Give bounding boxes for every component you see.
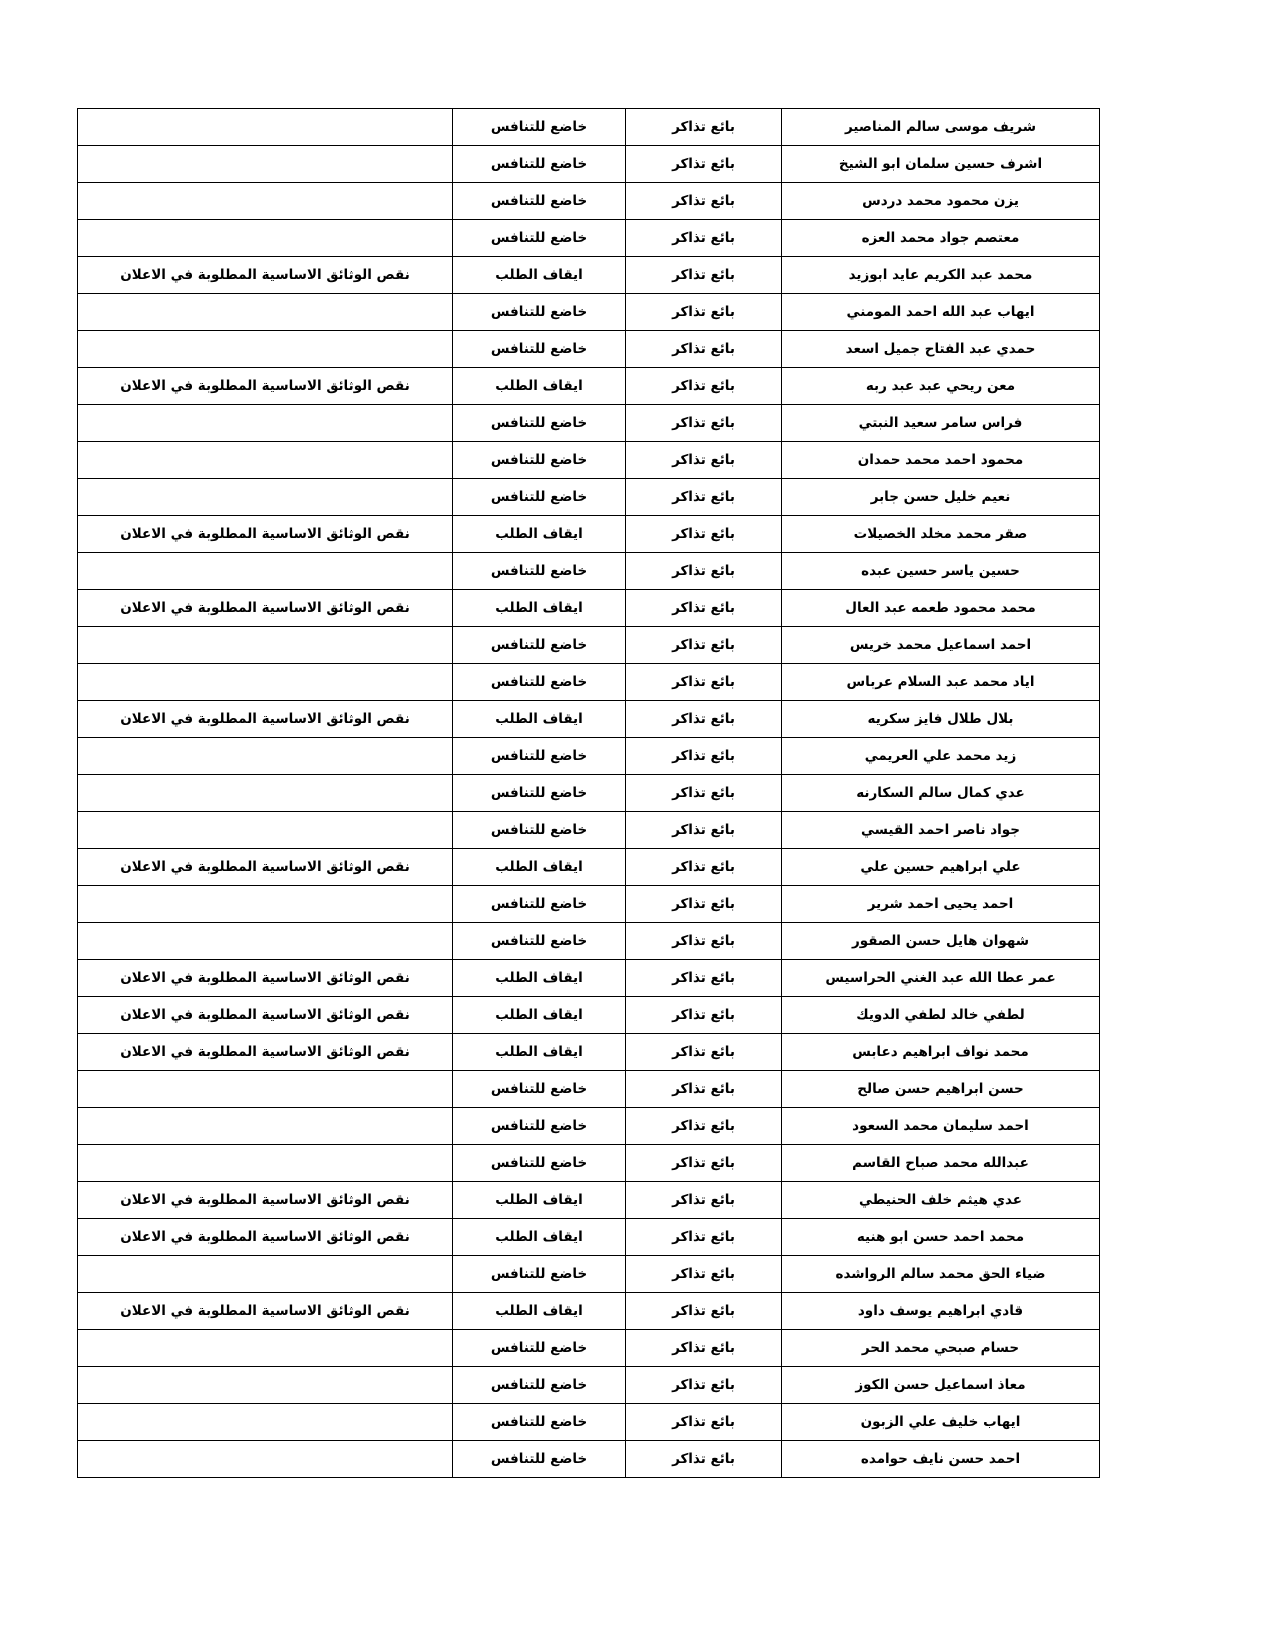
cell-job: بائع تذاكر <box>626 923 782 960</box>
table-row <box>78 146 1100 183</box>
table-row <box>78 886 1100 923</box>
cell-note <box>78 1145 453 1182</box>
cell-status: خاضع للتنافس <box>453 1108 626 1145</box>
cell-note <box>78 627 453 664</box>
table-row <box>78 553 1100 590</box>
table-row <box>78 849 1100 886</box>
cell-job: بائع تذاكر <box>626 553 782 590</box>
cell-name: جواد ناصر احمد القيسي <box>782 812 1100 849</box>
cell-note: نقص الوثائق الاساسية المطلوبة في الاعلان <box>78 1182 453 1219</box>
cell-name: معن ريحي عبد عبد ربه <box>782 368 1100 405</box>
cell-name: محمد احمد حسن ابو هنيه <box>782 1219 1100 1256</box>
cell-name: نعيم خليل حسن جابر <box>782 479 1100 516</box>
cell-name: محمود احمد محمد حمدان <box>782 442 1100 479</box>
cell-name: زيد محمد علي العريمي <box>782 738 1100 775</box>
table-row <box>78 590 1100 627</box>
cell-note: نقص الوثائق الاساسية المطلوبة في الاعلان <box>78 960 453 997</box>
cell-job: بائع تذاكر <box>626 627 782 664</box>
cell-name: ضياء الحق محمد سالم الرواشده <box>782 1256 1100 1293</box>
cell-name: حمدي عبد الفتاح جميل اسعد <box>782 331 1100 368</box>
cell-status: ايقاف الطلب <box>453 1219 626 1256</box>
cell-name: ايهاب خليف علي الزبون <box>782 1404 1100 1441</box>
cell-job: بائع تذاكر <box>626 146 782 183</box>
cell-status: خاضع للتنافس <box>453 442 626 479</box>
cell-status: خاضع للتنافس <box>453 738 626 775</box>
cell-note <box>78 1367 453 1404</box>
table-row <box>78 516 1100 553</box>
cell-job: بائع تذاكر <box>626 812 782 849</box>
cell-job: بائع تذاكر <box>626 738 782 775</box>
cell-name: محمد عبد الكريم عايد ابوزيد <box>782 257 1100 294</box>
cell-status: خاضع للتنافس <box>453 553 626 590</box>
cell-note: نقص الوثائق الاساسية المطلوبة في الاعلان <box>78 701 453 738</box>
table-row <box>78 923 1100 960</box>
cell-note: نقص الوثائق الاساسية المطلوبة في الاعلان <box>78 516 453 553</box>
cell-name: احمد سليمان محمد السعود <box>782 1108 1100 1145</box>
cell-note <box>78 183 453 220</box>
cell-note: نقص الوثائق الاساسية المطلوبة في الاعلان <box>78 590 453 627</box>
cell-job: بائع تذاكر <box>626 590 782 627</box>
table-row <box>78 442 1100 479</box>
cell-status: ايقاف الطلب <box>453 516 626 553</box>
cell-job: بائع تذاكر <box>626 849 782 886</box>
cell-job: بائع تذاكر <box>626 960 782 997</box>
table-row <box>78 257 1100 294</box>
table-row <box>78 368 1100 405</box>
cell-job: بائع تذاكر <box>626 997 782 1034</box>
cell-name: عدي هيثم خلف الحنيطي <box>782 1182 1100 1219</box>
cell-name: اشرف حسين سلمان ابو الشيخ <box>782 146 1100 183</box>
table-row <box>78 183 1100 220</box>
cell-note: نقص الوثائق الاساسية المطلوبة في الاعلان <box>78 368 453 405</box>
cell-status: خاضع للتنافس <box>453 294 626 331</box>
table-row <box>78 701 1100 738</box>
cell-job: بائع تذاكر <box>626 220 782 257</box>
cell-name: ايهاب عبد الله احمد المومني <box>782 294 1100 331</box>
cell-name: احمد حسن نايف حوامده <box>782 1441 1100 1478</box>
table-row <box>78 294 1100 331</box>
cell-status: ايقاف الطلب <box>453 960 626 997</box>
table-row <box>78 1108 1100 1145</box>
cell-job: بائع تذاكر <box>626 331 782 368</box>
cell-status: خاضع للتنافس <box>453 627 626 664</box>
cell-status: خاضع للتنافس <box>453 146 626 183</box>
cell-job: بائع تذاكر <box>626 479 782 516</box>
cell-name: يزن محمود محمد دردس <box>782 183 1100 220</box>
cell-job: بائع تذاكر <box>626 109 782 146</box>
table-row <box>78 775 1100 812</box>
cell-job: بائع تذاكر <box>626 257 782 294</box>
cell-name: شهوان هايل حسن الصقور <box>782 923 1100 960</box>
cell-job: بائع تذاكر <box>626 1108 782 1145</box>
cell-name: احمد يحيى احمد شرير <box>782 886 1100 923</box>
cell-status: ايقاف الطلب <box>453 701 626 738</box>
cell-name: عبدالله محمد صباح القاسم <box>782 1145 1100 1182</box>
cell-status: خاضع للتنافس <box>453 331 626 368</box>
cell-status: خاضع للتنافس <box>453 1404 626 1441</box>
cell-status: ايقاف الطلب <box>453 997 626 1034</box>
cell-status: خاضع للتنافس <box>453 1367 626 1404</box>
table-row <box>78 1330 1100 1367</box>
cell-note: نقص الوثائق الاساسية المطلوبة في الاعلان <box>78 1219 453 1256</box>
cell-job: بائع تذاكر <box>626 1219 782 1256</box>
cell-job: بائع تذاكر <box>626 701 782 738</box>
cell-job: بائع تذاكر <box>626 1145 782 1182</box>
cell-note <box>78 1256 453 1293</box>
table-row <box>78 331 1100 368</box>
cell-note <box>78 923 453 960</box>
cell-name: معتصم جواد محمد العزه <box>782 220 1100 257</box>
table-row <box>78 812 1100 849</box>
cell-note <box>78 1404 453 1441</box>
cell-note <box>78 738 453 775</box>
cell-note <box>78 812 453 849</box>
cell-job: بائع تذاكر <box>626 886 782 923</box>
cell-status: خاضع للتنافس <box>453 220 626 257</box>
cell-note: نقص الوثائق الاساسية المطلوبة في الاعلان <box>78 997 453 1034</box>
cell-job: بائع تذاكر <box>626 368 782 405</box>
cell-name: بلال طلال فايز سكريه <box>782 701 1100 738</box>
cell-note <box>78 442 453 479</box>
cell-job: بائع تذاكر <box>626 1256 782 1293</box>
cell-name: محمد نواف ابراهيم دعابس <box>782 1034 1100 1071</box>
cell-status: ايقاف الطلب <box>453 1034 626 1071</box>
cell-job: بائع تذاكر <box>626 1293 782 1330</box>
table-body <box>78 109 1100 1478</box>
cell-name: علي ابراهيم حسين علي <box>782 849 1100 886</box>
cell-job: بائع تذاكر <box>626 294 782 331</box>
table-row <box>78 1219 1100 1256</box>
cell-note <box>78 1330 453 1367</box>
cell-name: شريف موسى سالم المناصير <box>782 109 1100 146</box>
cell-status: خاضع للتنافس <box>453 1441 626 1478</box>
table-row <box>78 1441 1100 1478</box>
cell-note <box>78 775 453 812</box>
table-row <box>78 1256 1100 1293</box>
cell-name: صقر محمد مخلد الخصيلات <box>782 516 1100 553</box>
cell-job: بائع تذاكر <box>626 442 782 479</box>
applicants-table <box>77 108 1100 1478</box>
cell-status: خاضع للتنافس <box>453 109 626 146</box>
cell-status: ايقاف الطلب <box>453 257 626 294</box>
table-row <box>78 997 1100 1034</box>
table-row <box>78 1367 1100 1404</box>
cell-status: خاضع للتنافس <box>453 664 626 701</box>
cell-note: نقص الوثائق الاساسية المطلوبة في الاعلان <box>78 1293 453 1330</box>
table-row <box>78 405 1100 442</box>
cell-job: بائع تذاكر <box>626 1404 782 1441</box>
cell-note <box>78 664 453 701</box>
cell-note <box>78 553 453 590</box>
cell-status: خاضع للتنافس <box>453 1145 626 1182</box>
table-row <box>78 220 1100 257</box>
cell-note <box>78 1441 453 1478</box>
cell-status: خاضع للتنافس <box>453 1330 626 1367</box>
table-row <box>78 627 1100 664</box>
cell-note <box>78 1108 453 1145</box>
table-row <box>78 960 1100 997</box>
cell-job: بائع تذاكر <box>626 664 782 701</box>
cell-name: عمر عطا الله عبد الغني الحراسيس <box>782 960 1100 997</box>
cell-job: بائع تذاكر <box>626 516 782 553</box>
cell-status: خاضع للتنافس <box>453 1256 626 1293</box>
cell-job: بائع تذاكر <box>626 1441 782 1478</box>
cell-name: فراس سامر سعيد النبتي <box>782 405 1100 442</box>
table-row <box>78 479 1100 516</box>
cell-note <box>78 886 453 923</box>
cell-name: حسام صبحي محمد الحر <box>782 1330 1100 1367</box>
cell-name: لطفي خالد لطفي الدويك <box>782 997 1100 1034</box>
table-row <box>78 1145 1100 1182</box>
cell-status: خاضع للتنافس <box>453 405 626 442</box>
cell-note <box>78 109 453 146</box>
cell-name: معاذ اسماعيل حسن الكوز <box>782 1367 1100 1404</box>
cell-status: خاضع للتنافس <box>453 775 626 812</box>
cell-note <box>78 220 453 257</box>
table-row <box>78 1293 1100 1330</box>
cell-job: بائع تذاكر <box>626 183 782 220</box>
table-row <box>78 1071 1100 1108</box>
cell-status: خاضع للتنافس <box>453 183 626 220</box>
table-row <box>78 738 1100 775</box>
cell-job: بائع تذاكر <box>626 1071 782 1108</box>
cell-status: ايقاف الطلب <box>453 590 626 627</box>
table-row <box>78 1182 1100 1219</box>
cell-job: بائع تذاكر <box>626 1367 782 1404</box>
cell-name: عدي كمال سالم السكارنه <box>782 775 1100 812</box>
cell-note <box>78 294 453 331</box>
cell-job: بائع تذاكر <box>626 1034 782 1071</box>
cell-note <box>78 1071 453 1108</box>
cell-name: حسين ياسر حسين عبده <box>782 553 1100 590</box>
cell-job: بائع تذاكر <box>626 405 782 442</box>
cell-name: محمد محمود طعمه عبد العال <box>782 590 1100 627</box>
cell-status: ايقاف الطلب <box>453 368 626 405</box>
cell-note: نقص الوثائق الاساسية المطلوبة في الاعلان <box>78 849 453 886</box>
cell-note: نقص الوثائق الاساسية المطلوبة في الاعلان <box>78 257 453 294</box>
cell-name: اياد محمد عبد السلام عرباس <box>782 664 1100 701</box>
cell-name: قادي ابراهيم يوسف داود <box>782 1293 1100 1330</box>
cell-note <box>78 331 453 368</box>
table-row <box>78 1034 1100 1071</box>
cell-status: خاضع للتنافس <box>453 812 626 849</box>
cell-status: خاضع للتنافس <box>453 479 626 516</box>
cell-status: ايقاف الطلب <box>453 1182 626 1219</box>
cell-note <box>78 405 453 442</box>
cell-job: بائع تذاكر <box>626 1330 782 1367</box>
cell-status: ايقاف الطلب <box>453 1293 626 1330</box>
table-row <box>78 109 1100 146</box>
cell-status: خاضع للتنافس <box>453 923 626 960</box>
cell-job: بائع تذاكر <box>626 1182 782 1219</box>
cell-status: خاضع للتنافس <box>453 1071 626 1108</box>
cell-status: ايقاف الطلب <box>453 849 626 886</box>
table-row <box>78 1404 1100 1441</box>
cell-note: نقص الوثائق الاساسية المطلوبة في الاعلان <box>78 1034 453 1071</box>
cell-note <box>78 146 453 183</box>
cell-status: خاضع للتنافس <box>453 886 626 923</box>
cell-name: احمد اسماعيل محمد خريس <box>782 627 1100 664</box>
table-row <box>78 664 1100 701</box>
cell-name: حسن ابراهيم حسن صالح <box>782 1071 1100 1108</box>
cell-note <box>78 479 453 516</box>
cell-job: بائع تذاكر <box>626 775 782 812</box>
